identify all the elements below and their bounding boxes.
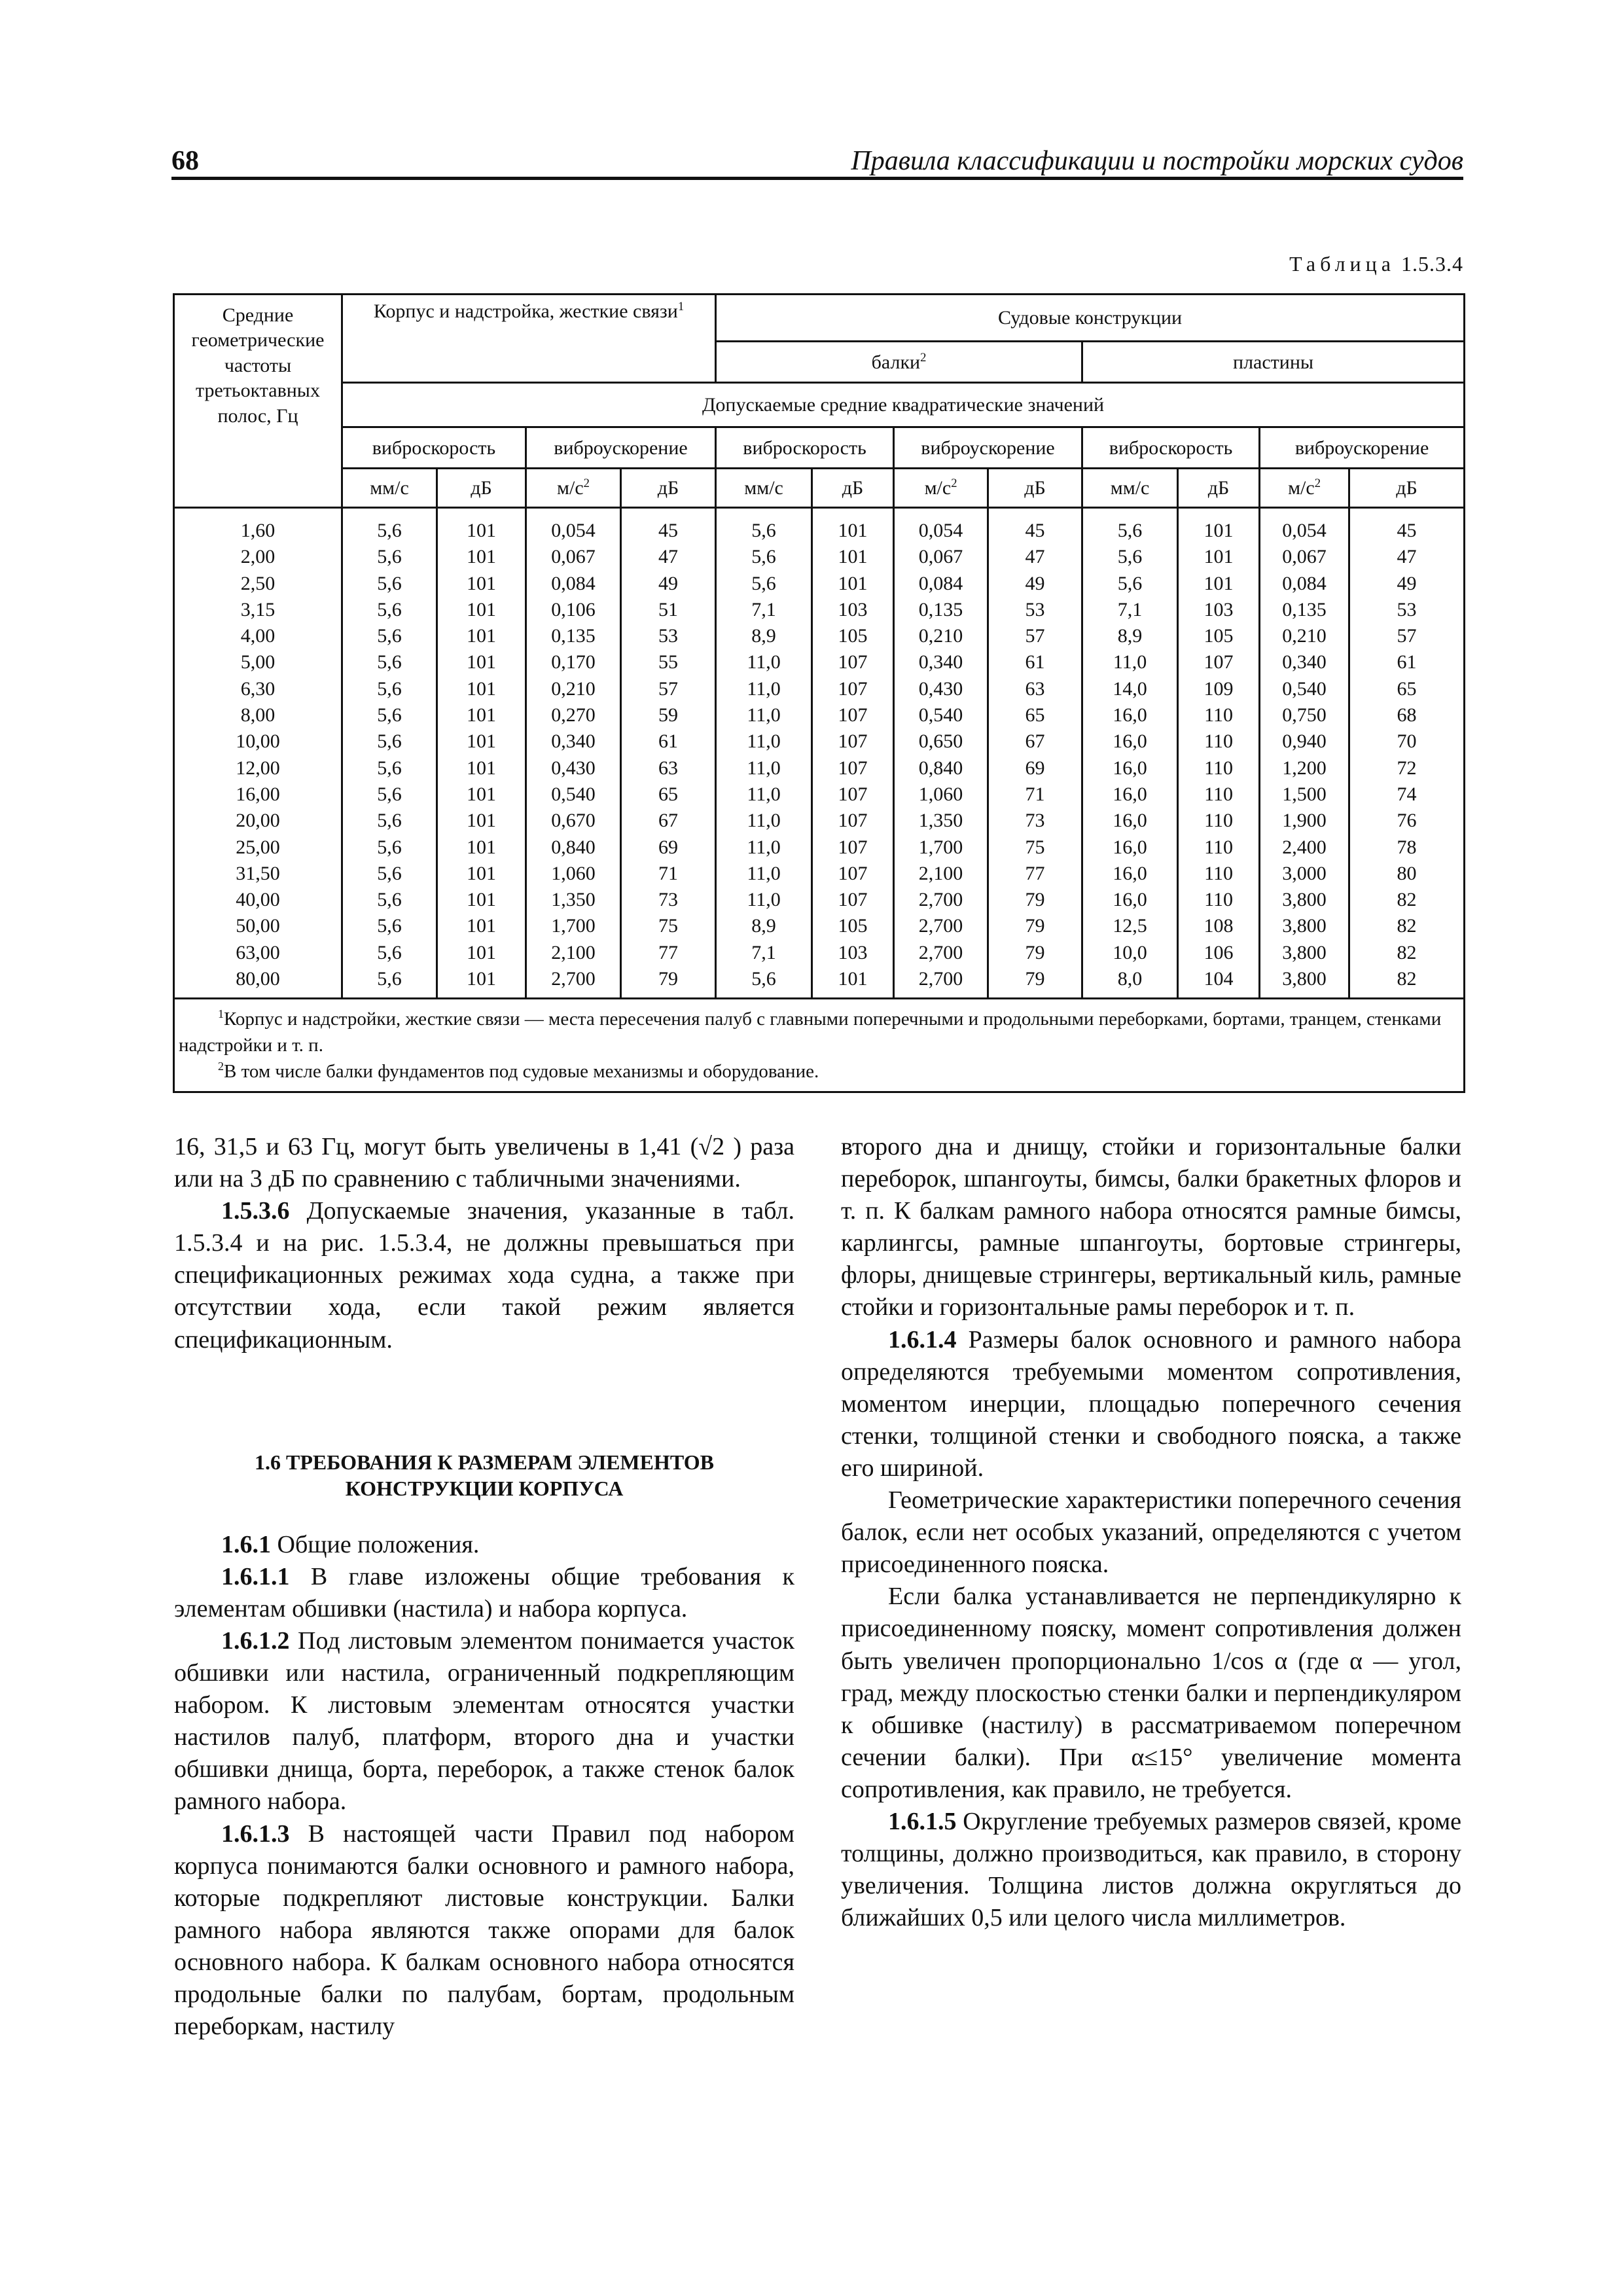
table-cell: 110 [1204, 810, 1233, 832]
table-cell: 3,800 [1282, 941, 1327, 963]
table-cell: 67 [658, 810, 679, 832]
col-beam-velocity [716, 508, 812, 999]
table-cell: 0,170 [551, 651, 596, 673]
table-cell: 5,6 [751, 546, 776, 568]
table-cell: 105 [838, 625, 868, 647]
table-cell: 16,0 [1113, 757, 1147, 779]
table-cell: 0,106 [551, 598, 596, 620]
col-beam-velocity-db [812, 508, 894, 999]
table-cell: 110 [1204, 862, 1233, 884]
table-cell: 70 [1397, 730, 1417, 753]
table-cell: 0,067 [918, 546, 963, 568]
header-hull-acceleration: виброускорение [526, 427, 716, 469]
table-caption [1289, 252, 1463, 276]
table-cell: 11,0 [747, 757, 781, 779]
table-cell: 0,340 [1282, 651, 1327, 673]
table-cell: 107 [838, 783, 868, 805]
table-cell: 0,650 [918, 730, 963, 753]
header-plate-velocity: виброскорость [1082, 427, 1260, 469]
table-cell: 77 [658, 941, 679, 963]
table-cell: 2,400 [1282, 836, 1327, 858]
table-cell: 106 [1204, 941, 1234, 963]
col-plate-acceleration-db [1349, 508, 1465, 999]
table-cell: 1,500 [1282, 783, 1327, 805]
table-cell: 101 [467, 625, 496, 647]
table-cell: 7,1 [751, 598, 776, 620]
table-cell: 0,270 [551, 704, 596, 726]
col-hull-acceleration-db [621, 508, 716, 999]
table-cell: 5,6 [377, 625, 402, 647]
table-cell: 101 [838, 520, 868, 541]
table-cell: 101 [467, 651, 496, 673]
table-cell: 0,840 [918, 757, 963, 779]
table-cell: 2,700 [918, 941, 963, 963]
table-cell: 101 [467, 677, 496, 700]
col-plate-velocity [1082, 508, 1178, 999]
table-cell: 3,800 [1282, 968, 1327, 990]
header-beams: балки$^2$ [716, 342, 1082, 383]
table-cell: 5,6 [377, 651, 402, 673]
table-cell: 5,6 [377, 730, 402, 753]
table-cell: 11,0 [747, 704, 781, 726]
table-cell: 78 [1397, 836, 1417, 858]
table-cell: 0,084 [1282, 572, 1327, 594]
table-cell: 11,0 [747, 730, 781, 753]
table-cell: 3,15 [240, 598, 276, 620]
table-cell: 0,084 [918, 572, 963, 594]
table-cell: 5,6 [377, 572, 402, 594]
table-cell: 73 [658, 889, 679, 911]
table-cell: 47 [658, 546, 679, 568]
table-cell: 101 [467, 572, 496, 594]
table-cell: 8,9 [751, 625, 776, 647]
table-cell: 82 [1397, 915, 1417, 937]
table-cell: 107 [838, 677, 868, 700]
table-cell: 65 [658, 783, 679, 805]
table-cell: 0,210 [918, 625, 963, 647]
running-title: Правила классификации и постройки морских судов [851, 146, 1463, 176]
table-cell: 12,00 [236, 757, 280, 779]
table-cell: 101 [467, 704, 496, 726]
section-heading: 1.6 ТРЕБОВАНИЯ К РАЗМЕРАМ ЭЛЕМЕНТОВ КОНСТРУКЦИИ КОРПУСА [254, 1450, 715, 1500]
table-cell: 82 [1397, 968, 1417, 990]
table-cell: 5,6 [1117, 546, 1143, 568]
table-cell: 0,210 [551, 677, 596, 700]
table-cell: 0,210 [1282, 625, 1327, 647]
table-cell: 2,700 [551, 968, 596, 990]
table-cell: 101 [838, 546, 868, 568]
table-cell: 5,6 [751, 520, 776, 541]
col-beam-acceleration-db [988, 508, 1082, 999]
table-cell: 0,084 [551, 572, 596, 594]
table-cell: 0,430 [551, 757, 596, 779]
table-cell: 4,00 [240, 625, 276, 647]
unit-mms: мм/с [342, 469, 437, 508]
table-cell: 101 [467, 598, 496, 620]
table-cell: 0,750 [1282, 704, 1327, 726]
table-cell: 10,0 [1113, 941, 1147, 963]
col-frequency [174, 508, 342, 999]
table-cell: 53 [1025, 598, 1045, 620]
table-cell: 110 [1204, 783, 1233, 805]
table-cell: 11,0 [747, 862, 781, 884]
table-cell: 3,800 [1282, 915, 1327, 937]
table-cell: 80,00 [236, 968, 280, 990]
paragraph-1-6-1-2: 1.6.1.2 Под листовым элементом понимается участок обшивки или настила, ограниченный подкрепляющим набором. К листовым элементам относятся участки настилов палуб, платформ, второго дна и участки обшивки днища, борта, переборок, а также стенок балок рамного набора. [174, 1626, 794, 1816]
table-cell: 8,00 [240, 704, 276, 726]
table-cell: 8,9 [1117, 625, 1143, 647]
table-cell: 5,6 [751, 572, 776, 594]
table-cell: 101 [1204, 546, 1234, 568]
table-cell: 0,054 [918, 520, 963, 541]
table-cell: 82 [1397, 941, 1417, 963]
table-cell: 101 [1204, 572, 1234, 594]
table-cell: 5,6 [377, 810, 402, 832]
table-cell: 110 [1204, 757, 1233, 779]
col-hull-velocity-db [437, 508, 526, 999]
table-cell: 5,00 [240, 651, 276, 673]
table-cell: 101 [467, 836, 496, 858]
table-cell: 0,135 [918, 598, 963, 620]
header-frequency: Средние геометрические частоты третьоктавных полос, Гц [174, 295, 342, 508]
table-cell: 11,0 [747, 810, 781, 832]
table-cell: 72 [1397, 757, 1417, 779]
table-cell: 0,340 [551, 730, 596, 753]
table-cell: 68 [1397, 704, 1417, 726]
table-cell: 0,067 [1282, 546, 1327, 568]
table-cell: 7,1 [1117, 598, 1143, 620]
table-cell: 107 [838, 730, 868, 753]
table-cell: 0,067 [551, 546, 596, 568]
table-cell: 0,430 [918, 677, 963, 700]
unit-mms: мм/с [1082, 469, 1178, 508]
table-cell: 65 [1397, 677, 1417, 700]
table-cell: 0,135 [551, 625, 596, 647]
table-cell: 5,6 [377, 520, 402, 541]
paragraph-continuation: 16, 31,5 и 63 Гц, могут быть увеличены в 1,41 (√2 ) раза или на 3 дБ по сравнению с табличными значениями. [174, 1133, 794, 1193]
table-cell: 63 [1025, 677, 1045, 700]
table-cell: 57 [658, 677, 679, 700]
unit-db: дБ [1349, 469, 1465, 508]
unit-db: дБ [1178, 469, 1260, 508]
table-cell: 7,1 [751, 941, 776, 963]
table-cell: 108 [1204, 915, 1234, 937]
table-cell: 1,700 [551, 915, 596, 937]
footnote-1: $^1$Корпус и надстройки, жесткие связи — места пересечения палуб с главными поперечными и продольными переборками, бортами, транцем, стенками надстройки и т. п. [179, 1007, 1442, 1056]
table-cell: 0,054 [1282, 520, 1327, 541]
unit-db: дБ [437, 469, 526, 508]
table-cell: 5,6 [377, 704, 402, 726]
table-cell: 5,6 [1117, 572, 1143, 594]
table-cell: 76 [1397, 810, 1417, 832]
text-column-left [174, 1131, 794, 2043]
page-number: 68 [171, 146, 199, 176]
table-cell: 50,00 [236, 915, 280, 937]
header-ship-structures: Судовые конструкции [716, 295, 1465, 342]
table-cell: 101 [467, 889, 496, 911]
table-cell: 79 [1025, 889, 1045, 911]
table-cell: 101 [467, 810, 496, 832]
table-cell: 45 [1397, 520, 1417, 541]
table-cell: 5,6 [377, 968, 402, 990]
table-cell: 0,670 [551, 810, 596, 832]
paragraph-beam-angle: Если балка устанавливается не перпендикулярно к присоединенному пояску, момент сопротивления должен быть увеличен пропорционально 1/cos α (где α — угол, град, между плоскостью стенки балки и перпендикуляром к обшивке (настилу) в рассматриваемом поперечном сечении балки). При α≤15° увеличение момента сопротивления, как правило, не требуется. [841, 1583, 1461, 1803]
table-cell: 55 [658, 651, 679, 673]
table-cell: 5,6 [377, 889, 402, 911]
table-cell: 53 [658, 625, 679, 647]
table-cell: 101 [467, 968, 496, 990]
table-caption-word: Таблица [1289, 252, 1395, 276]
table-cell: 101 [467, 730, 496, 753]
table-cell: 49 [1025, 572, 1045, 594]
table-cell: 25,00 [236, 836, 280, 858]
table-cell: 5,6 [377, 546, 402, 568]
paragraph-1-6-1: 1.6.1 Общие положения. [221, 1530, 480, 1558]
table-cell: 5,6 [377, 598, 402, 620]
unit-db: дБ [812, 469, 894, 508]
table-cell: 73 [1025, 810, 1045, 832]
table-cell: 61 [1397, 651, 1417, 673]
table-cell: 5,6 [377, 677, 402, 700]
table-cell: 6,30 [240, 677, 276, 700]
table-cell: 16,0 [1113, 836, 1147, 858]
table-cell: 5,6 [377, 757, 402, 779]
header-hull: Корпус и надстройка, жесткие связи$^1$ [342, 295, 716, 383]
paragraph-1-6-1-3: 1.6.1.3 В настоящей части Правил под набором корпуса понимаются балки основного и рамного набора, которые подкрепляют листовые конструкции. Балки рамного набора являются также опорами для балок основного набора. К балкам основного набора относятся продольные балки по палубам, бортам, продольным переборкам, настилу [174, 1820, 794, 2041]
table-cell: 79 [1025, 968, 1045, 990]
table-cell: 74 [1397, 783, 1417, 805]
table-cell: 101 [467, 783, 496, 805]
header-permissible: Допускаемые средние квадратические значений [342, 383, 1465, 427]
table-cell: 107 [838, 862, 868, 884]
table-cell: 20,00 [236, 810, 280, 832]
table-cell: 2,50 [240, 572, 276, 594]
table-cell: 16,00 [236, 783, 280, 805]
table-caption-number: 1.5.3.4 [1401, 252, 1463, 276]
table-cell: 1,60 [240, 520, 276, 541]
col-plate-velocity-db [1178, 508, 1260, 999]
table-cell: 16,0 [1113, 730, 1147, 753]
table-cell: 16,0 [1113, 810, 1147, 832]
header-plate-acceleration: виброускорение [1260, 427, 1465, 469]
table-cell: 79 [658, 968, 679, 990]
table-cell: 110 [1204, 889, 1233, 911]
table-cell: 65 [1025, 704, 1045, 726]
table-cell: 79 [1025, 941, 1045, 963]
table-cell: 101 [1204, 520, 1234, 541]
table-cell: 5,6 [377, 915, 402, 937]
table-cell: 11,0 [747, 651, 781, 673]
table-cell: 11,0 [747, 889, 781, 911]
table-cell: 110 [1204, 836, 1233, 858]
table-cell: 16,0 [1113, 704, 1147, 726]
table-cell: 0,340 [918, 651, 963, 673]
header-beam-velocity: виброскорость [716, 427, 894, 469]
unit-ms2: $м/с^2$ [526, 469, 621, 508]
unit-db: дБ [621, 469, 716, 508]
unit-db: дБ [988, 469, 1082, 508]
table-cell: 2,00 [240, 546, 276, 568]
col-hull-velocity [342, 508, 437, 999]
table-footnotes [174, 999, 1465, 1092]
table-cell: 11,0 [747, 677, 781, 700]
table-cell: 12,5 [1113, 915, 1147, 937]
table-cell: 101 [467, 757, 496, 779]
table-cell: 5,6 [377, 836, 402, 858]
table-cell: 103 [838, 598, 868, 620]
table-cell: 49 [658, 572, 679, 594]
table-cell: 107 [838, 651, 868, 673]
footnote-2: $^2$В том числе балки фундаментов под судовые механизмы и оборудование. [218, 1060, 819, 1083]
table-cell: 3,000 [1282, 862, 1327, 884]
table-cell: 77 [1025, 862, 1045, 884]
table-cell: 107 [1204, 651, 1234, 673]
table-cell: 11,0 [747, 783, 781, 805]
table-cell: 1,700 [918, 836, 963, 858]
table-cell: 5,6 [377, 783, 402, 805]
table-cell: 105 [838, 915, 868, 937]
table-cell: 107 [838, 889, 868, 911]
unit-ms2: $м/с^2$ [1260, 469, 1349, 508]
table-cell: 0,135 [1282, 598, 1327, 620]
table-cell: 5,6 [751, 968, 776, 990]
table-cell: 61 [1025, 651, 1045, 673]
table-cell: 1,060 [551, 862, 596, 884]
table-cell: 3,800 [1282, 889, 1327, 911]
table-cell: 107 [838, 704, 868, 726]
table-cell: 101 [467, 915, 496, 937]
table-cell: 16,0 [1113, 889, 1147, 911]
table-cell: 105 [1204, 625, 1234, 647]
table-cell: 14,0 [1113, 677, 1147, 700]
table-cell: 75 [1025, 836, 1045, 858]
table-cell: 107 [838, 757, 868, 779]
table-cell: 57 [1397, 625, 1417, 647]
table-cell: 51 [658, 598, 679, 620]
table-cell: 16,0 [1113, 862, 1147, 884]
table-cell: 67 [1025, 730, 1045, 753]
col-beam-acceleration [894, 508, 988, 999]
table-cell: 57 [1025, 625, 1045, 647]
table-cell: 110 [1204, 704, 1233, 726]
table-cell: 79 [1025, 915, 1045, 937]
table-cell: 2,100 [918, 862, 963, 884]
table-cell: 107 [838, 836, 868, 858]
table-cell: 103 [838, 941, 868, 963]
table-cell: 0,540 [1282, 677, 1327, 700]
table-cell: 53 [1397, 598, 1417, 620]
table-cell: 8,9 [751, 915, 776, 937]
table-cell: 0,940 [1282, 730, 1327, 753]
table-cell: 71 [1025, 783, 1045, 805]
header-rule [171, 177, 1463, 180]
header-plates: пластины [1082, 342, 1465, 383]
text-column-right [841, 1131, 1461, 1934]
paragraph-right-continuation: второго дна и днищу, стойки и горизонтальные балки переборок, шпангоуты, бимсы, балки бракетных флоров и т. п. К балкам рамного набора относятся рамные бимсы, карлингсы, рамные шпангоуты, бортовые стрингеры, флоры, днищевые стрингеры, вертикальный киль, рамные стойки и горизонтальные рамы переборок и т. п. [841, 1133, 1461, 1321]
table-cell: 107 [838, 810, 868, 832]
header-hull-velocity: виброскорость [342, 427, 526, 469]
table-cell: 47 [1397, 546, 1417, 568]
table-cell: 45 [1025, 520, 1045, 541]
vibration-limits-table [173, 293, 1465, 1093]
table-cell: 2,700 [918, 915, 963, 937]
unit-mms: мм/с [716, 469, 812, 508]
table-cell: 10,00 [236, 730, 280, 753]
table-cell: 80 [1397, 862, 1417, 884]
table-cell: 61 [658, 730, 679, 753]
header-beam-acceleration: виброускорение [894, 427, 1082, 469]
table-cell: 69 [1025, 757, 1045, 779]
table-cell: 101 [467, 546, 496, 568]
table-cell: 16,0 [1113, 783, 1147, 805]
table-cell: 59 [658, 704, 679, 726]
table-cell: 1,350 [918, 810, 963, 832]
col-hull-acceleration [526, 508, 621, 999]
table-cell: 82 [1397, 889, 1417, 911]
table-cell: 104 [1204, 968, 1234, 990]
table-cell: 1,200 [1282, 757, 1327, 779]
table-cell: 47 [1025, 546, 1045, 568]
table-cell: 75 [658, 915, 679, 937]
table-cell: 8,0 [1117, 968, 1143, 990]
table-cell: 103 [1204, 598, 1234, 620]
table-cell: 69 [658, 836, 679, 858]
table-cell: 71 [658, 862, 679, 884]
table-cell: 49 [1397, 572, 1417, 594]
table-cell: 0,540 [918, 704, 963, 726]
table-cell: 5,6 [377, 862, 402, 884]
table-cell: 63 [658, 757, 679, 779]
table-cell: 5,6 [377, 941, 402, 963]
table-cell: 40,00 [236, 889, 280, 911]
col-plate-acceleration [1260, 508, 1349, 999]
paragraph-1-6-1-1: 1.6.1.1 В главе изложены общие требования к элементам обшивки (настила) и набора корпуса. [174, 1562, 794, 1623]
table-cell: 1,060 [918, 783, 963, 805]
table-cell: 1,350 [551, 889, 596, 911]
table-cell: 2,700 [918, 889, 963, 911]
table-cell: 2,100 [551, 941, 596, 963]
table-cell: 101 [467, 862, 496, 884]
table-cell: 109 [1204, 677, 1234, 700]
table-cell: 110 [1204, 730, 1233, 753]
paragraph-geometry: Геометрические характеристики поперечного сечения балок, если нет особых указаний, определяются с учетом присоединенного пояска. [841, 1486, 1461, 1579]
table-cell: 101 [838, 572, 868, 594]
table-cell: 11,0 [1113, 651, 1147, 673]
table-cell: 101 [467, 520, 496, 541]
table-cell: 11,0 [747, 836, 781, 858]
table-cell: 45 [658, 520, 679, 541]
paragraph-1-6-1-5: 1.6.1.5 Округление требуемых размеров связей, кроме толщины, должно производиться, как правило, в сторону увеличения. Толщина листов должна округляться до ближайших 0,5 или целого числа миллиметров. [841, 1807, 1461, 1932]
paragraph-1-6-1-4: 1.6.1.4 Размеры балок основного и рамного набора определяются требуемыми моментом сопротивления, моментом инерции, площадью поперечного сечения стенки, толщиной стенки и свободного пояска, а также его шириной. [841, 1325, 1461, 1482]
table-cell: 101 [838, 968, 868, 990]
table-cell: 0,540 [551, 783, 596, 805]
table-cell: 0,840 [551, 836, 596, 858]
table-cell: 2,700 [918, 968, 963, 990]
table-cell: 1,900 [1282, 810, 1327, 832]
table-cell: 63,00 [236, 941, 280, 963]
unit-ms2: $м/с^2$ [894, 469, 988, 508]
table-cell: 5,6 [1117, 520, 1143, 541]
table-cell: 31,50 [236, 862, 280, 884]
table-cell: 101 [467, 941, 496, 963]
paragraph-1-5-3-6: 1.5.3.6 Допускаемые значения, указанные в табл. 1.5.3.4 и на рис. 1.5.3.4, не должны превышаться при спецификационных режимах хода судна, а также при отсутствии хода, если такой режим является спецификационным. [174, 1197, 795, 1354]
table-cell: 0,054 [551, 520, 596, 541]
